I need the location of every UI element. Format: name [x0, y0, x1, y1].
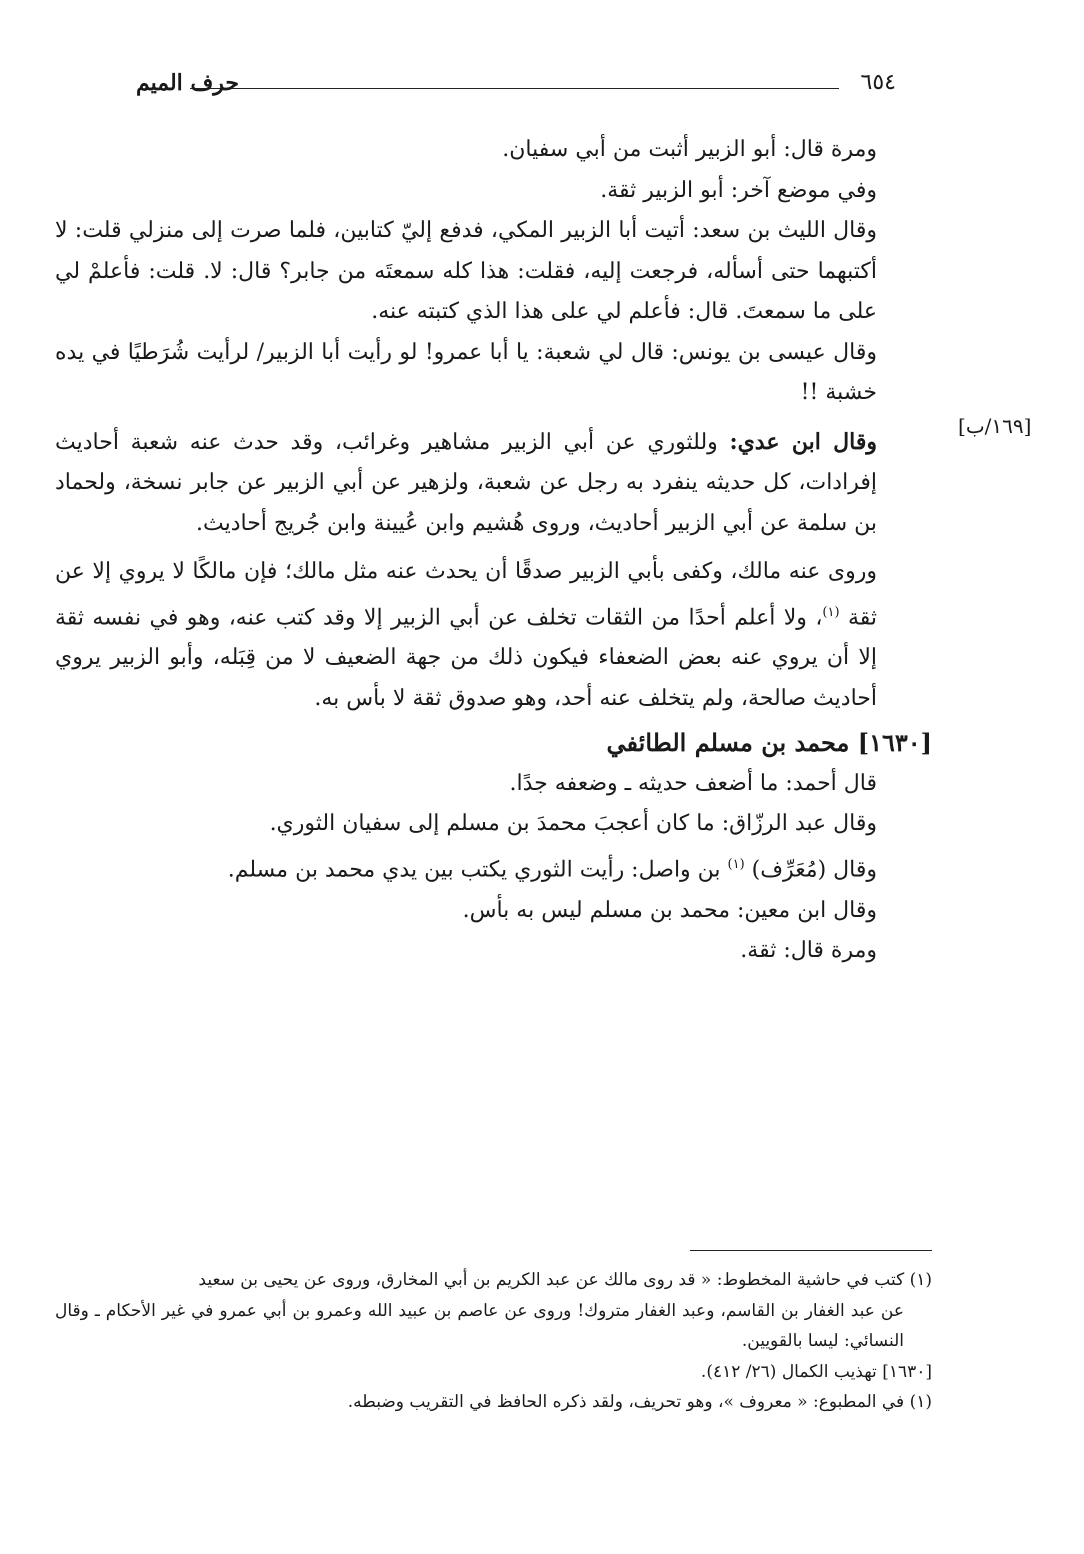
footnote: [١٦٣٠] تهذيب الكمال (٢٦/ ٤١٢).	[700, 1361, 932, 1382]
footnote-ref: (١)	[727, 856, 745, 872]
line-text: وقال (مُعَرِّف)	[744, 857, 877, 883]
text-line	[55, 845, 932, 891]
text-line: وفي موضع آخر: أبو الزبير ثقة.	[600, 177, 877, 203]
footnote: (١) في المطبوع: « معروف »، وهو تحريف، ولقد ذكره الحافظ في التقريب وضبطه.	[347, 1392, 932, 1412]
footnotes	[55, 1265, 932, 1418]
paragraph-text: ، ولا أعلم أحدًا من الثقات تخلف عن أبي الزبير إلا وقد كتب عنه، وهو في نفسه ثقة إلا أن يروي عنه بعض الضعفاء فيكون ذلك من جهة الضعيف لا من قِبَله، وأبو الزبير يروي أحاديث صالحة، ولم يتخلف عنه أحد، وهو صدوق ثقة لا بأس به.	[55, 604, 877, 711]
footnote-continuation: عن عبد الغفار بن القاسم، وعبد الغفار متروك! وروى عن عاصم بن عبيد الله وعمرو بن أبي عمرو في غير الأحكام ـ وقال النسائي: ليسا بالقويين.	[55, 1300, 904, 1351]
paragraph-text: وللثوري عن أبي الزبير مشاهير وغرائب، وقد حدث عنه شعبة أحاديث إفرادات، كل حديثه ينفرد به رجل عن شعبة، ولزهير عن أبي الزبير عن جابر نسخة، ولحماد بن سلمة عن أبي الزبير أحاديث، وروى هُشيم وابن عُيينة وابن جُريج أحاديث.	[55, 429, 877, 536]
text-line: وقال ابن معين: محمد بن مسلم ليس به بأس.	[462, 897, 877, 923]
text-line: ومرة قال: أبو الزبير أثبت من أبي سفيان.	[502, 137, 877, 162]
text-line: ومرة قال: ثقة.	[740, 938, 877, 964]
line-text: بن واصل: رأيت الثوري يكتب بين يدي محمد بن مسلم.	[227, 857, 728, 883]
footnote-rule	[690, 1250, 932, 1251]
manuscript-folio-note: [١٦٩/ب]	[958, 414, 1032, 438]
chapter-title: حرف الميم	[135, 70, 239, 96]
entry-heading: [١٦٣٠] محمد بن مسلم الطائفي	[606, 728, 932, 758]
footnote-ref: (١)	[822, 604, 840, 620]
footnote: (١) كتب في حاشية المخطوط: « قد روى مالك عن عبد الكريم بن أبي المخارق، وروى عن يحيى بن سعيد	[198, 1270, 932, 1290]
paragraph-isa: وقال عيسى بن يونس: قال لي شعبة: يا أبا عمرو! لو رأيت أبا الزبير/ لرأيت شُرَطيًا في يده خشبة !!	[55, 339, 877, 405]
paragraph-ibn-adi	[55, 422, 932, 545]
paragraph-malik	[55, 552, 932, 719]
text-line: وقال عبد الرزّاق: ما كان أعجبَ محمدَ بن مسلم إلى سفيان الثوري.	[269, 811, 877, 837]
speaker-label: وقال ابن عدي:	[729, 428, 877, 455]
main-text	[55, 130, 932, 972]
paragraph-layth: وقال الليث بن سعد: أتيت أبا الزبير المكي، فدفع إليّ كتابين، فلما صرت إلى منزلي قلت: لا أكتبهما حتى أسأله، فرجعت إليه، فقلت: هذا كله سمعتَه من جابر؟ قال: لا. قلت: فأعلمْ لي على ما سمعتَ. قال: فأعلم لي على هذا الذي كتبته عنه.	[55, 218, 877, 324]
page-number: ٦٥٤	[860, 70, 896, 95]
header-rule	[190, 88, 839, 89]
text-line: قال أحمد: ما أضعف حديثه ـ وضعفه جدًا.	[509, 770, 877, 796]
paragraph-text: وروى عنه مالك، وكفى بأبي الزبير صدقًا أن يحدث عنه مثل مالك؛ فإن مالكًا لا يروي إلا عن ثقة	[55, 559, 877, 630]
